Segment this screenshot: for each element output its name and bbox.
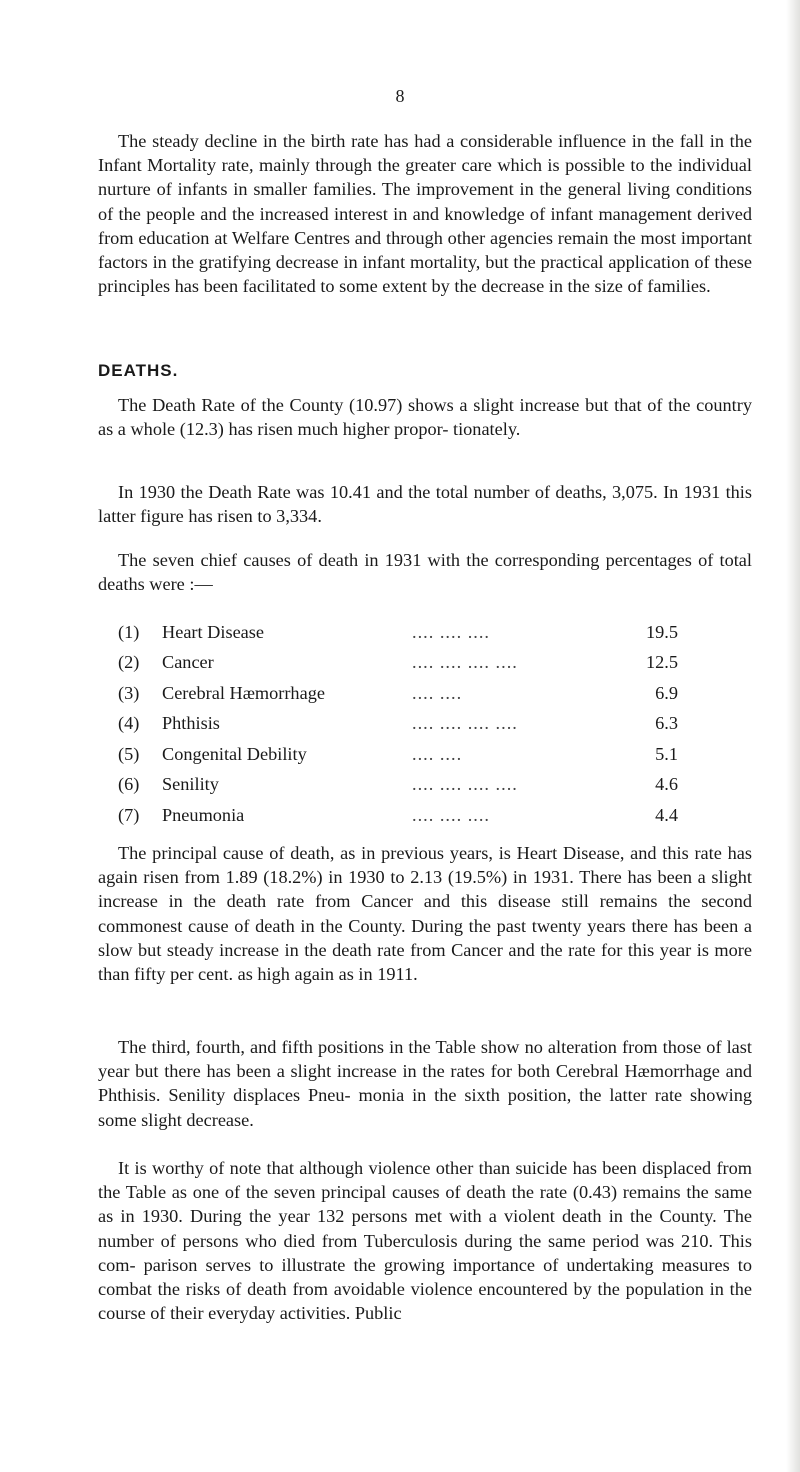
page-number: 8	[395, 86, 405, 106]
cause-name: Heart Disease	[162, 621, 265, 642]
table-row	[118, 800, 678, 831]
section-heading-deaths: DEATHS.	[98, 361, 179, 380]
leader-dots: .... .... ....	[412, 804, 490, 825]
leader-dots: .... ....	[412, 682, 463, 703]
cause-number: (2)	[118, 652, 140, 673]
cause-percentage: 4.6	[655, 774, 678, 795]
leader-dots: .... .... ....	[412, 621, 490, 642]
cause-number: (1)	[118, 621, 140, 642]
cause-percentage: 4.4	[655, 804, 678, 825]
cause-number: (5)	[118, 743, 140, 764]
cause-name: Senility	[162, 774, 219, 795]
cause-percentage: 12.5	[646, 652, 678, 673]
causes-of-death-table	[118, 617, 678, 831]
cause-number: (7)	[118, 804, 140, 825]
cause-percentage: 6.3	[655, 713, 678, 734]
cause-name: Cancer	[162, 652, 214, 673]
leader-dots: .... .... .... ....	[412, 713, 518, 734]
paragraph-violence: It is worthy of note that although violence other than suicide has been displaced from the Table as one of the seven principal causes of death the rate (0.43) remains the same as in 1930. During the year 132 persons met with a violent death in the County. The number of persons who died from Tuberculosis during the same period was 210. This com- parison serves to illustrate the growing importance of undertaking measures to combat the risks of death from avoidable violence encountered by the population in the course of their everyday activities. Public	[98, 1158, 752, 1324]
paragraph-death-rate: The Death Rate of the County (10.97) shows a slight increase but that of the country as a whole (12.3) has risen much higher propor- tionately.	[98, 395, 752, 440]
cause-name: Phthisis	[162, 713, 220, 734]
cause-percentage: 5.1	[655, 743, 678, 764]
cause-number: (6)	[118, 774, 140, 795]
paragraph-infant-mortality: The steady decline in the birth rate has had a considerable influence in the fall in the Infant Mortality rate, mainly through the greater care which is possible to the individual nurture of infants in smaller families. The improvement in the general living conditions of the people and the increased interest in and knowledge of infant management derived from education at Welfare Centres and through other agencies remain the most important factors in the gratifying decrease in infant mortality, but the practical application of these principles has been facilitated to some extent by the decrease in the size of families.	[98, 131, 752, 297]
paragraph-table-positions: The third, fourth, and fifth positions in the Table show no alteration from those of last year but there has been a slight increase in the rates for both Cerebral Hæmorrhage and Phthisis. Senility displaces Pneu- monia in the sixth position, the latter rate showing some slight decrease.	[98, 1037, 752, 1130]
table-row	[118, 678, 678, 709]
paragraph-principal-cause: The principal cause of death, as in previous years, is Heart Disease, and this rate has again risen from 1.89 (18.2%) in 1930 to 2.13 (19.5%) in 1931. There has been a slight increase in the death rate from Cancer and this disease still remains the second commonest cause of death in the County. During the past twenty years there has been a slow but steady increase in the death rate from Cancer and the rate for this year is more than fifty per cent. as high again as in 1911.	[98, 843, 752, 985]
cause-name: Cerebral Hæmorrhage	[162, 682, 325, 703]
page-edge-shadow	[786, 0, 800, 1472]
paragraph-total-deaths: In 1930 the Death Rate was 10.41 and the total number of deaths, 3,075. In 1931 this latter figure has risen to 3,334.	[98, 482, 752, 527]
table-row	[118, 617, 678, 648]
cause-number: (4)	[118, 713, 140, 734]
leader-dots: .... .... .... ....	[412, 774, 518, 795]
cause-percentage: 19.5	[646, 621, 678, 642]
table-row	[118, 770, 678, 801]
cause-name: Pneumonia	[162, 804, 245, 825]
cause-name: Congenital Debility	[162, 743, 307, 764]
cause-percentage: 6.9	[655, 682, 678, 703]
leader-dots: .... .... .... ....	[412, 652, 518, 673]
cause-number: (3)	[118, 682, 140, 703]
paragraph-causes-intro: The seven chief causes of death in 1931 with the corresponding percentages of total deaths were :—	[98, 550, 752, 595]
table-row	[118, 709, 678, 740]
leader-dots: .... ....	[412, 743, 463, 764]
table-row	[118, 648, 678, 679]
table-row	[118, 739, 678, 770]
